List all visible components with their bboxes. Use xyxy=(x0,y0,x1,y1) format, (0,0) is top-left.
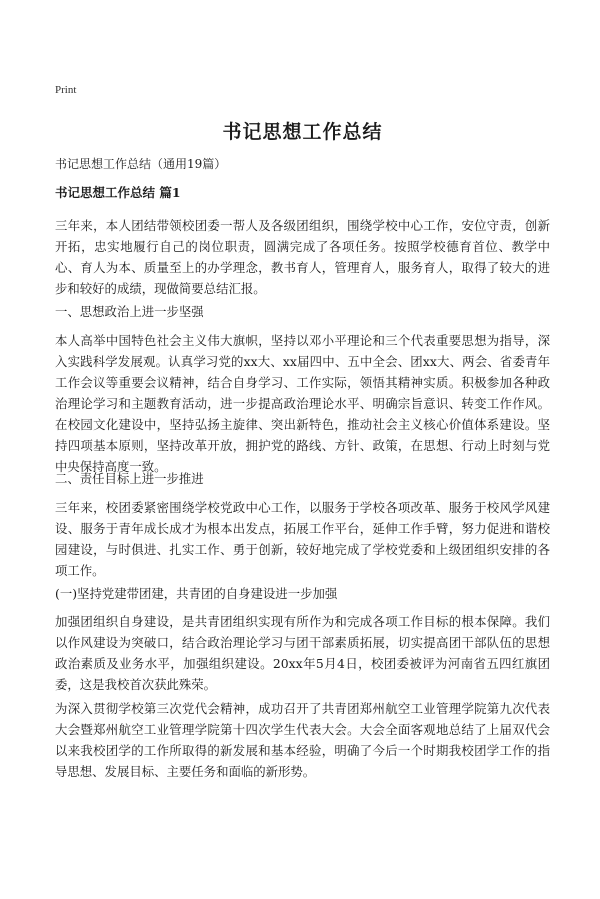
print-link[interactable]: Print xyxy=(55,84,77,96)
heading-political: 一、思想政治上进一步坚强 xyxy=(55,304,204,319)
section-title: 书记思想工作总结 篇1 xyxy=(55,185,181,200)
paragraph-party-building: 加强团组织自身建设，是共青团组织实现有所作为和完成各项工作目标的根本保障。我们以作风建设为突破口，结合政治理论学习与团干部素质拓展，切实提高团干部队伍的思想政治素质及业务水平，加强组织建设。20xx年5月4日，校团委被评为河南省五四红旗团委，这是我校首次获此殊荣。 xyxy=(55,614,550,692)
document-subtitle: 书记思想工作总结（通用19篇） xyxy=(55,157,227,171)
paragraph-intro: 三年来，本人团结带领校团委一帮人及各级团组织，围绕学校中心工作，安位守责，创新开拓，忠实地履行自己的岗位职责，圆满完成了各项任务。按照学校德育首位、教学中心、育人为本、质量至上的办学理念，教书育人，管理育人，服务育人，取得了较大的进步和较好的成绩，现做简要总结汇报。 xyxy=(55,218,550,296)
paragraph-congress: 为深入贯彻学校第三次党代会精神，成功召开了共青团郑州航空工业管理学院第九次代表大会暨郑州航空工业管理学院第十四次学生代表大会。大会全面客观地总结了上届双代会以来我校团学的工作所取得的新发展和基本经验，明确了今后一个时期我校团学工作的指导思想、发展目标、主要任务和面临的新形势。 xyxy=(55,701,550,779)
paragraph-political: 本人高举中国特色社会主义伟大旗帜，坚持以邓小平理论和三个代表重要思想为指导，深入实践科学发展观。认真学习党的xx大、xx届四中、五中全会、团xx大、两会、省委青年工作会议等重要会议精神，结合自身学习、工作实际，领悟其精神实质。积极参加各种政治理论学习和主题教育活动，进一步提高政治理论水平、明确宗旨意识、转变工作作风。在校园文化建设中，坚持弘扬主旋律、突出新特色，推动社会主义核心价值体系建设。坚持四项基本原则，坚持改革开放，拥护党的路线、方针、政策，在思想、行动上时刻与党中央保持高度一致。 xyxy=(55,333,550,474)
document-title: 书记思想工作总结 xyxy=(222,121,383,143)
heading-responsibility: 二、责任目标上进一步推进 xyxy=(55,471,204,486)
heading-party-building: (一)坚持党建带团建，共青团的自身建设进一步加强 xyxy=(55,586,338,601)
paragraph-responsibility: 三年来，校团委紧密围绕学校党政中心工作，以服务于学校各项改革、服务于校风学风建设、服务于青年成长成才为根本出发点，拓展工作平台，延伸工作手臂，努力促进和谐校园建设，与时俱进、扎实工作、勇于创新，较好地完成了学校党委和上级团组织安排的各项工作。 xyxy=(55,500,550,578)
